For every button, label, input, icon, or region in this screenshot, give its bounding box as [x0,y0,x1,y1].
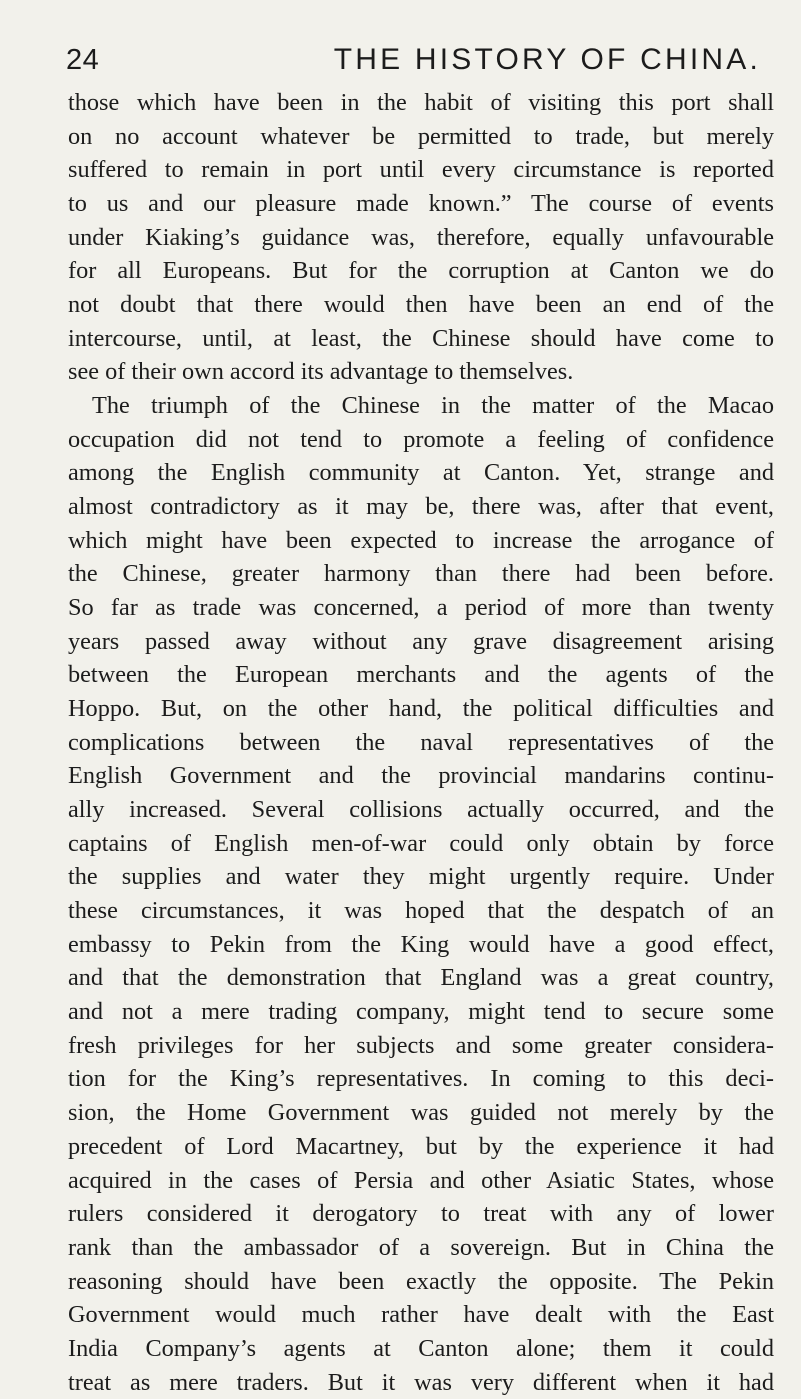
text-line: reasoning should have been exactly the opposite. The Pekin [68,1267,774,1295]
text-line: captains of English men-of-war could only obtain by force [68,829,774,857]
text-line: Government would much rather have dealt with the East [68,1301,774,1329]
text-line: suffered to remain in port until every circumstance is reported [68,156,774,184]
text-line: occupation did not tend to promote a feeling of confidence [68,425,774,453]
text-line: treat as mere traders. But it was very different when it had [68,1368,774,1396]
text-line: not doubt that there would then have been an end of the [68,291,774,319]
text-line: India Company’s agents at Canton alone; them it could [68,1334,774,1362]
running-title: THE HISTORY OF CHINA. [333,43,761,76]
text-line: embassy to Pekin from the King would have a good effect, [68,930,774,958]
text-line: to us and our pleasure made known.” The course of events [68,190,774,218]
text-line: ally increased. Several collisions actually occurred, and the [68,796,774,824]
text-line: complications between the naval representatives of the [68,728,774,756]
text-line: those which have been in the habit of visiting this port shall [68,89,774,116]
paragraph-end-line: see of their own accord its advantage to themselves. [68,358,574,386]
text-line: sion, the Home Government was guided not merely by the [68,1099,774,1127]
text-line: which might have been expected to increase the arrogance of [68,526,774,554]
page-number: 24 [66,44,100,76]
text-line: intercourse, until, at least, the Chinese should have come to [68,324,774,352]
text-line: the supplies and water they might urgently require. Under [68,863,774,891]
running-head [0,36,801,84]
text-line: and not a mere trading company, might tend to secure some [68,998,774,1026]
text-line: English Government and the provincial mandarins continu- [68,762,774,790]
text-line: years passed away without any grave disagreement arising [68,627,774,655]
text-line: almost contradictory as it may be, there was, after that event, [68,493,774,521]
text-line: and that the demonstration that England was a great country, [68,964,774,992]
body-text [68,86,774,1399]
text-line: acquired in the cases of Persia and other Asiatic States, whose [68,1166,774,1194]
text-line: among the English community at Canton. Yet, strange and [68,459,774,487]
text-line: Hoppo. But, on the other hand, the political difficulties and [68,695,774,723]
text-line: precedent of Lord Macartney, but by the experience it had [68,1132,774,1160]
text-line: these circumstances, it was hoped that the despatch of an [68,897,774,925]
text-line: between the European merchants and the agents of the [68,661,774,689]
text-line: on no account whatever be permitted to trade, but merely [68,122,774,150]
text-line: fresh privileges for her subjects and some greater considera- [68,1031,774,1059]
paragraph-start-line: The triumph of the Chinese in the matter of the Macao [92,392,774,420]
text-line: under Kiaking’s guidance was, therefore, equally unfavourable [68,223,774,251]
text-line: tion for the King’s representatives. In coming to this deci- [68,1065,774,1093]
text-line: for all Europeans. But for the corruption at Canton we do [68,257,774,285]
text-line: So far as trade was concerned, a period of more than twenty [68,594,774,622]
text-line: rank than the ambassador of a sovereign. But in China the [68,1233,774,1261]
text-line: the Chinese, greater harmony than there had been before. [68,560,774,588]
text-line: rulers considered it derogatory to treat with any of lower [68,1200,774,1228]
